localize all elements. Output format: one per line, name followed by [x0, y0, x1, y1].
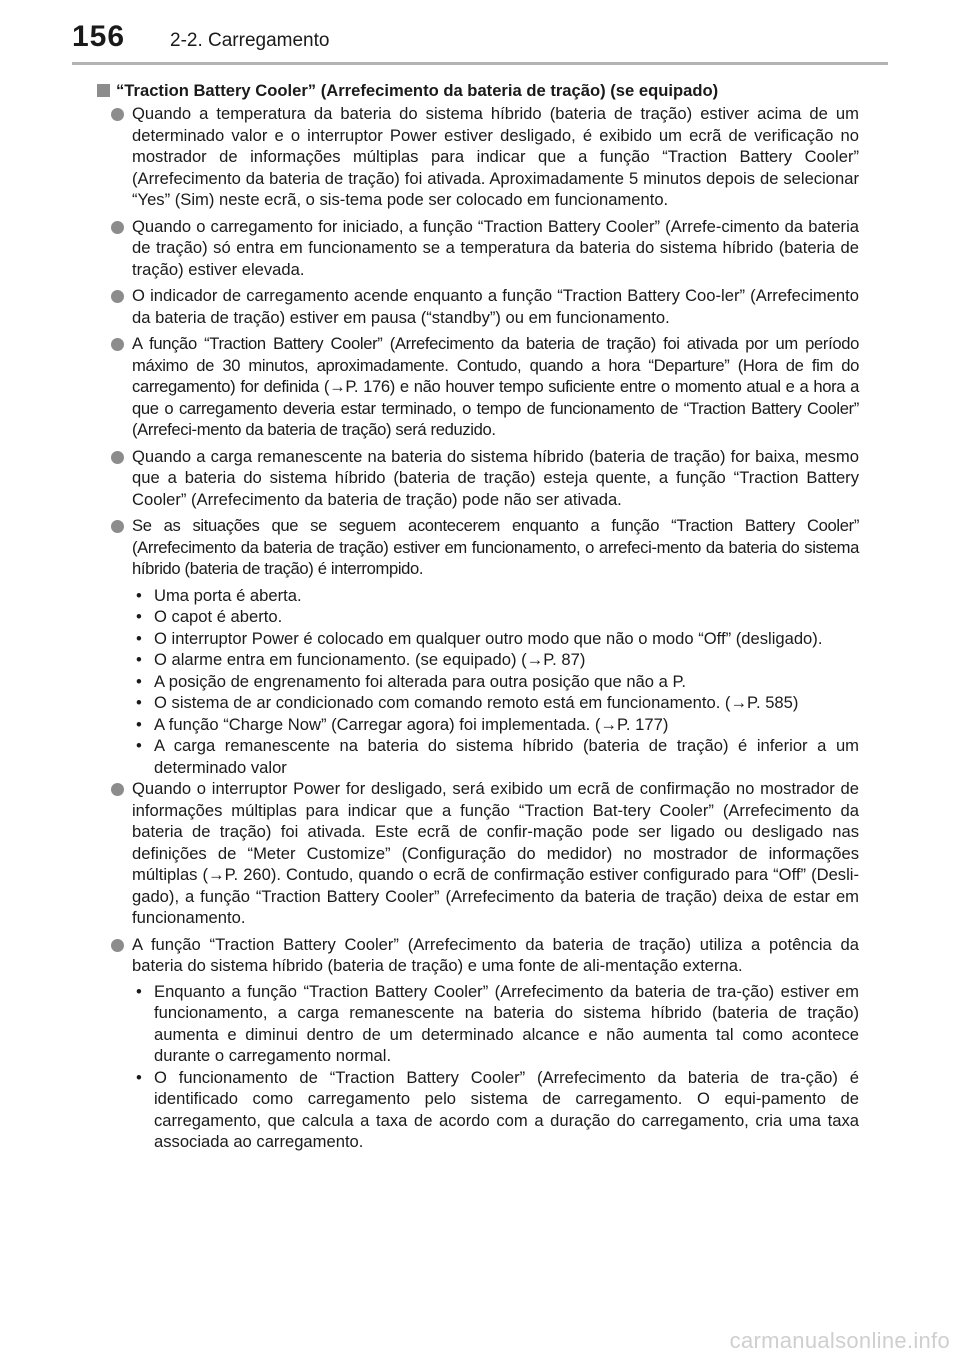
watermark: carmanualsonline.info [729, 1328, 950, 1353]
list-item [97, 216, 859, 281]
list-item: • O interruptor Power é colocado em qualquer outro modo que não o modo “Off” (desligado). [132, 628, 859, 650]
circle-bullet-icon [111, 451, 124, 464]
list-item: • A posição de engrenamento foi alterada para outra posição que não a P. [132, 671, 859, 693]
list-item-text: Quando o carregamento for iniciado, a função “Traction Battery Cooler” (Arrefe-cimento da bateria de tração) só entra em funcionamento se a temperatura da bateria do sistema híbrido (bateria de tração) estiver elevada. [132, 216, 859, 279]
list-item [97, 778, 859, 929]
section-heading [97, 80, 859, 102]
list-item: • A função “Charge Now” (Carregar agora) foi implementada. (→P. 177) [132, 714, 859, 736]
header-divider [72, 62, 888, 65]
list-item: • A carga remanescente na bateria do sistema híbrido (bateria de tração) é inferior a um determinado valor [132, 735, 859, 778]
circle-bullet-icon [111, 108, 124, 121]
list-item [97, 333, 859, 441]
list-item-text: A função “Traction Battery Cooler” (Arrefecimento da bateria de tração) foi ativada por um período máximo de 30 minutos, aproximadamente. Contudo, quando a hora “Departure” (Hora de fim do carregamento) for definida (→P. 176) e não houver tempo suficiente entre o momento atual e a hora a que o carregamento deveria estar terminado, o tempo de funcionamento de “Traction Battery Cooler” (Arrefeci-mento da bateria de tração) será reduzido. [132, 334, 859, 439]
circle-bullet-icon [111, 221, 124, 234]
list-item [97, 934, 859, 977]
page-header [72, 20, 888, 60]
list-item-text: Se as situações que se seguem acontecerem enquanto a função “Traction Battery Cooler” (Arrefecimento da bateria de tração) estiver em funcionamento, o arrefeci-mento da bateria do sistema híbrido (bateria de tração) é interrompido. [132, 516, 859, 578]
list-item [97, 285, 859, 328]
circle-bullet-icon [111, 338, 124, 351]
list-item: • O alarme entra em funcionamento. (se equipado) (→P. 87) [132, 649, 859, 671]
section-title: 2-2. Carregamento [170, 30, 330, 51]
list-item [97, 103, 859, 211]
circle-bullet-icon [111, 520, 124, 533]
list-item: • O capot é aberto. [132, 606, 859, 628]
list-item: • O sistema de ar condicionado com comando remoto está em funcionamento. (→P. 585) [132, 692, 859, 714]
page-content [97, 80, 859, 1153]
list-item-text: O indicador de carregamento acende enquanto a função “Traction Battery Coo-ler” (Arrefecimento da bateria de tração) estiver em pausa (“standby”) ou em funcionamento. [132, 286, 859, 327]
list-item: • O funcionamento de “Traction Battery Cooler” (Arrefecimento da bateria de tra-ção) é identificado como carregamento pelo sistema de carregamento. O equi-pamento de carregamento, que calcula a taxa de acordo com a duração do carregamento, cria uma taxa associada ao carregamento. [132, 1067, 859, 1153]
page-number: 156 [72, 20, 126, 53]
circle-bullet-icon [111, 290, 124, 303]
list-item: • Uma porta é aberta. [132, 585, 859, 607]
section-heading-text: “Traction Battery Cooler” (Arrefecimento da bateria de tração) (se equipado) [116, 81, 719, 100]
power-notes-list [97, 981, 859, 1153]
circle-bullet-icon [111, 783, 124, 796]
list-item [97, 446, 859, 511]
circle-bullet-icon [111, 939, 124, 952]
list-item-text: A função “Traction Battery Cooler” (Arrefecimento da bateria de tração) utiliza a potência da bateria do sistema híbrido (bateria de tração) e uma fonte de ali-mentação externa. [132, 934, 859, 975]
list-item-text: Quando a carga remanescente na bateria do sistema híbrido (bateria de tração) for baixa, mesmo que a bateria do sistema híbrido (bateria de tração) esteja quente, a função “Traction Battery Cooler” (Arrefecimento da bateria de tração) pode não ser ativada. [132, 446, 859, 509]
list-item: • Enquanto a função “Traction Battery Cooler” (Arrefecimento da bateria de tra-ção) estiver em funcionamento, a carga remanescente na bateria do sistema híbrido (bateria de tração) aumenta e diminui dentro de um determinado alcance e não aumenta tal como acontece durante o carregamento normal. [132, 981, 859, 1067]
list-item [97, 515, 859, 580]
list-item-text: Quando o interruptor Power for desligado, será exibido um ecrã de confirmação no mostrador de informações múltiplas para indicar que a função “Traction Bat-tery Cooler” (Arrefecimento da bateria de tração) foi ativada. Este ecrã de confir-mação pode ser ligado ou desligado nas definições de “Meter Customize” (Configuração do medidor) no mostrador de informações múltiplas (→P. 260). Contudo, quando o ecrã de confirmação estiver configurado para “Off” (Desli-gado), a função “Traction Battery Cooler” (Arrefecimento da bateria de tração) deixa de estar em funcionamento. [132, 779, 859, 927]
list-item-text: Quando a temperatura da bateria do sistema híbrido (bateria de tração) estiver acima de um determinado valor e o interruptor Power estiver desligado, é exibido um ecrã de verificação no mostrador de informações múltiplas para indicar que a função “Traction Battery Cooler” (Arrefecimento da bateria de tração) foi ativada. Aproximadamente 5 minutos depois de selecionar “Yes” (Sim) neste ecrã, o sis-tema pode ser colocado em funcionamento. [132, 104, 859, 209]
square-bullet-icon [97, 84, 110, 97]
interruption-conditions-list [97, 585, 859, 779]
